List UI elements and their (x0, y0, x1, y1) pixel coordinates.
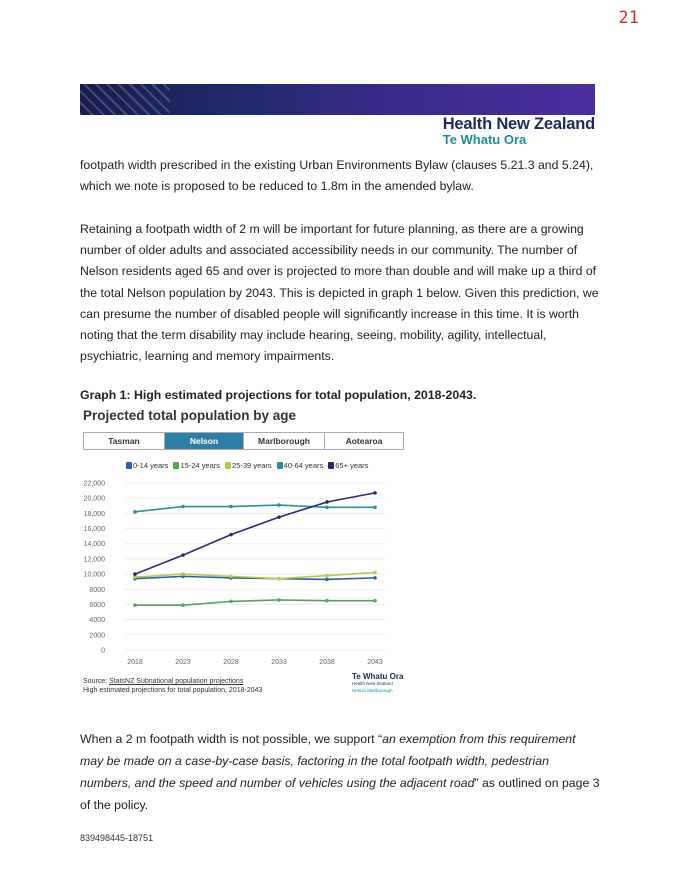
x-tick-label: 2043 (367, 659, 383, 666)
footer-doc-id: 839498445-18751 (80, 833, 154, 843)
x-tick-label: 2038 (319, 659, 335, 666)
data-point (373, 576, 377, 580)
data-point (181, 603, 185, 607)
y-tick-label: 22,000 (83, 480, 105, 488)
chart-title: Projected total population by age (83, 408, 297, 423)
data-point (277, 598, 281, 602)
graph-caption: Graph 1: High estimated projections for total population, 2018-2043. (80, 388, 477, 402)
data-point (277, 515, 281, 519)
y-tick-label: 6000 (89, 601, 105, 609)
legend-label: 40-64 years (283, 461, 324, 470)
chart-source (83, 677, 262, 695)
legend-item-3[interactable] (277, 461, 324, 470)
tab-tasman[interactable]: Tasman (84, 433, 165, 449)
source-note: High estimated projections for total population, 2018-2043 (83, 687, 263, 694)
header-banner (80, 84, 595, 115)
data-point (181, 572, 185, 576)
data-point (277, 503, 281, 507)
paragraph-3-start: When a 2 m footpath width is not possible, we support “ (80, 732, 383, 746)
brand-name: Health New Zealand (442, 115, 595, 133)
brand-maori-name: Te Whatu Ora (442, 132, 527, 147)
brand-logo (443, 115, 595, 147)
legend-swatch (277, 462, 283, 469)
data-point (325, 574, 329, 578)
tab-marlborough[interactable]: Marlborough (244, 433, 325, 449)
data-point (229, 533, 233, 537)
series-line-3 (135, 505, 375, 512)
legend-swatch (126, 462, 132, 469)
y-tick-label: 20,000 (83, 495, 105, 503)
chart-brand-line2: Health New Zealand (352, 681, 393, 686)
y-tick-label: 0 (101, 647, 105, 655)
x-tick-label: 2033 (271, 659, 287, 666)
data-point (181, 505, 185, 509)
data-point (229, 505, 233, 509)
data-point (373, 505, 377, 509)
legend-item-0[interactable] (126, 461, 168, 470)
y-tick-label: 8000 (89, 586, 105, 594)
data-point (325, 599, 329, 603)
legend-item-4[interactable] (328, 461, 368, 470)
y-tick-label: 12,000 (83, 556, 105, 564)
chart-brand-line1: Te Whatu Ora (352, 672, 404, 681)
legend-swatch (173, 462, 179, 469)
data-point (325, 578, 329, 582)
legend-label: 65+ years (335, 461, 369, 470)
paragraph-3 (80, 728, 600, 816)
data-point (325, 505, 329, 509)
x-tick-label: 2028 (223, 659, 239, 666)
y-tick-label: 2000 (89, 632, 105, 640)
data-point (373, 491, 377, 495)
chart-brand-line3: Nelson Marlborough (352, 688, 393, 693)
tab-aotearoa[interactable]: Aotearoa (345, 436, 383, 446)
data-point (133, 572, 137, 576)
data-point (133, 510, 137, 514)
paragraph-2: Retaining a footpath width of 2 m will be important for future planning, as there are a growing number of older adults and associated accessibility needs in our community. The number of Nelson residents aged 65 and over is projected to more than double and will make up a third of the total Nelson population by 2043. This is depicted in graph 1 below. Given this prediction, we can presume the number of disabled people will significantly increase in this time. It is worth noting that the term disability may include hearing, seeing, mobility, agility, intellectual, psychiatric, learning and memory impairments. (80, 222, 599, 364)
legend-swatch (328, 462, 334, 469)
legend-item-1[interactable] (173, 461, 220, 470)
legend-label: 0-14 years (133, 461, 169, 470)
paragraph-3-quote: an exemption from this requirement may be made on a case-by-case basis, factoring in the total footpath width, pedestrian numbers, and the speed and number of vehicles using the adjacent road (80, 732, 576, 790)
chart-plot (80, 475, 410, 675)
y-tick-label: 4000 (89, 617, 105, 625)
banner-pattern (80, 84, 170, 115)
legend-swatch (225, 462, 231, 469)
region-tabs (83, 432, 404, 450)
tab-nelson[interactable]: Nelson (165, 433, 244, 449)
data-point (373, 599, 377, 603)
y-tick-label: 18,000 (83, 510, 105, 518)
data-point (325, 500, 329, 504)
y-tick-label: 14,000 (83, 541, 105, 549)
y-tick-label: 16,000 (83, 526, 105, 534)
x-tick-label: 2018 (127, 659, 143, 666)
population-chart (80, 405, 410, 703)
data-point (229, 575, 233, 579)
paragraph-1: footpath width prescribed in the existing Urban Environments Bylaw (clauses 5.21.3 and 5.24), which we note is proposed to be reduced to 1.8m in the amended bylaw. (80, 158, 594, 194)
source-link[interactable]: StatsNZ Subnational population projections (109, 678, 244, 685)
chart-legend (126, 461, 368, 470)
legend-label: 25-39 years (232, 461, 272, 470)
x-tick-label: 2023 (175, 659, 191, 666)
source-prefix: Source: (83, 678, 110, 685)
chart-brand-logo (352, 673, 403, 694)
data-point (373, 571, 377, 575)
y-tick-label: 10,000 (83, 571, 105, 579)
data-point (277, 577, 281, 581)
paragraph-3-end: ” as outlined on page 3 of the policy. (80, 776, 600, 812)
page-number: 21 (618, 8, 639, 28)
data-point (133, 603, 137, 607)
data-point (229, 600, 233, 604)
legend-label: 15-24 years (180, 461, 221, 470)
data-point (181, 553, 185, 557)
legend-item-2[interactable] (225, 461, 272, 470)
